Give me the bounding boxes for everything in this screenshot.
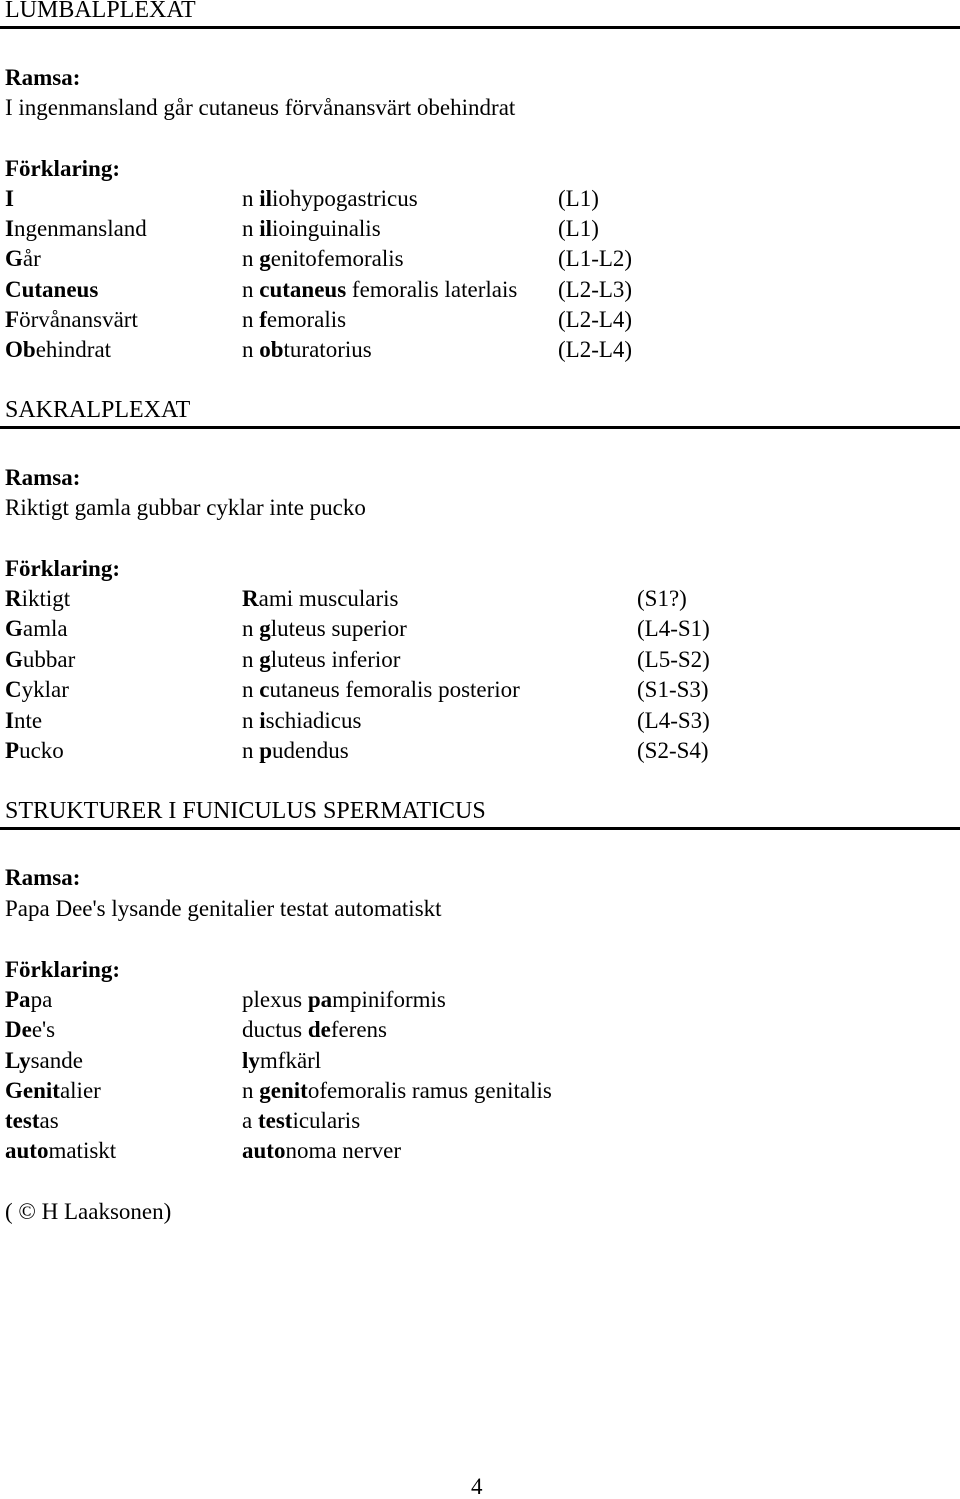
segment-level: (S2-S4) [637,738,709,763]
heading-rule [0,426,960,429]
nerve-name: n gluteus superior [242,616,407,641]
structure-name: plexus pampiniformis [242,987,446,1012]
mnemonic-word: Dee's [5,1017,56,1042]
segment-level: (L1) [558,216,599,241]
nerve-name: n genitofemoralis [242,246,404,271]
nerve-name: Rami muscularis [242,586,399,611]
nerve-name: n obturatorius [242,337,372,362]
segment-level: (L2-L4) [558,337,633,362]
mnemonic-word: Cutaneus [5,277,99,302]
forklaring-label: Förklaring: [5,957,120,982]
mnemonic-word: I [5,186,14,211]
ramsa-label: Ramsa: [5,865,81,890]
nerve-name: n gluteus inferior [242,647,401,672]
ramsa-text: Papa Dee's lysande genitalier testat automatiskt [5,896,442,921]
ramsa-text: Riktigt gamla gubbar cyklar inte pucko [5,495,366,520]
mnemonic-word: Inte [5,708,43,733]
mnemonic-word: Papa [5,987,53,1012]
mnemonic-word: Gamla [5,616,68,641]
mnemonic-word: Obehindrat [5,337,112,362]
segment-level: (S1?) [637,586,687,611]
mnemonic-word: Går [5,246,41,271]
forklaring-label: Förklaring: [5,156,120,181]
segment-level: (L2-L3) [558,277,633,302]
copyright-note: ( © H Laaksonen) [5,1199,172,1224]
nerve-name: n ischiadicus [242,708,362,733]
mnemonic-word: Genitalier [5,1078,101,1103]
section-heading: LUMBALPLEXAT [5,0,196,23]
nerve-name: n femoralis [242,307,347,332]
mnemonic-word: Gubbar [5,647,76,672]
segment-level: (S1-S3) [637,677,709,702]
segment-level: (L4-S1) [637,616,710,641]
page-number: 4 [471,1474,483,1499]
section-heading: SAKRALPLEXAT [5,397,191,423]
structure-name: a testicularis [242,1108,361,1133]
heading-rule [0,26,960,29]
segment-level: (L4-S3) [637,708,710,733]
segment-level: (L1) [558,186,599,211]
mnemonic-word: Ingenmansland [5,216,147,241]
mnemonic-word: automatiskt [5,1138,117,1163]
segment-level: (L1-L2) [558,246,633,271]
mnemonic-word: Förvånansvärt [5,307,138,332]
nerve-name: n cutaneus femoralis laterlais [242,277,518,302]
structure-name: lymfkärl [242,1048,322,1073]
structure-name: autonoma nerver [242,1138,402,1163]
ramsa-label: Ramsa: [5,65,81,90]
mnemonic-word: Cyklar [5,677,69,702]
mnemonic-word: Lysande [5,1048,83,1073]
segment-level: (L5-S2) [637,647,710,672]
forklaring-label: Förklaring: [5,556,120,581]
structure-name: ductus deferens [242,1017,387,1042]
nerve-name: n pudendus [242,738,349,763]
section-heading: STRUKTURER I FUNICULUS SPERMATICUS [5,798,486,824]
nerve-name: n ilioinguinalis [242,216,381,241]
mnemonic-word: Riktigt [5,586,71,611]
ramsa-label: Ramsa: [5,465,81,490]
structure-name: n genitofemoralis ramus genitalis [242,1078,552,1103]
ramsa-text: I ingenmansland går cutaneus förvånansvärt obehindrat [5,95,516,120]
nerve-name: n iliohypogastricus [242,186,418,211]
segment-level: (L2-L4) [558,307,633,332]
mnemonic-word: testas [5,1108,59,1133]
nerve-name: n cutaneus femoralis posterior [242,677,520,702]
mnemonic-word: Pucko [5,738,64,763]
heading-rule [0,827,960,830]
